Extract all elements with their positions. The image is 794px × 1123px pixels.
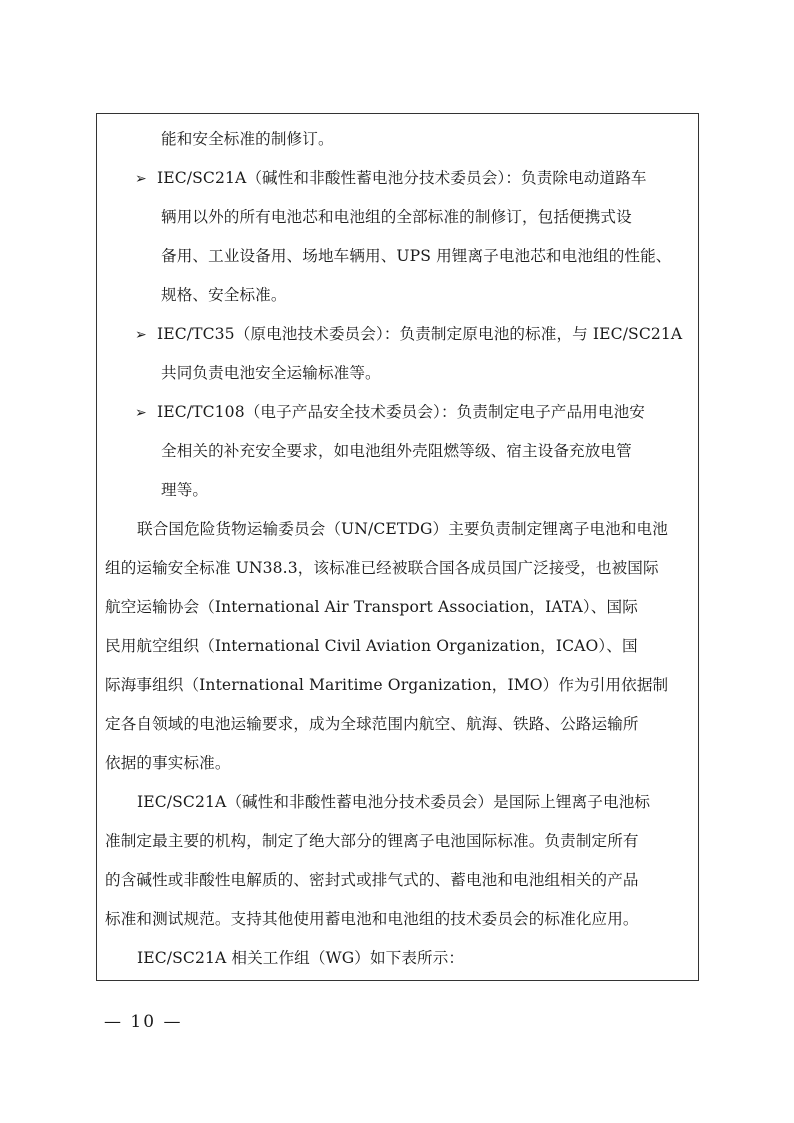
content-frame (96, 113, 699, 981)
paragraph-first-line: 联合国危险货物运输委员会（UN/CETDG）主要负责制定锂离子电池和电池 (137, 520, 668, 538)
text-line: 的含碱性或非酸性电解质的、密封式或排气式的、蓄电池和电池组相关的产品 (105, 871, 639, 889)
bullet-text: IEC/SC21A（碱性和非酸性蓄电池分技术委员会）：负责除电动道路车 (157, 169, 647, 187)
text-line: 航空运输协会（International Air Transport Association，IATA）、国际 (105, 598, 638, 616)
text-line: 全相关的补充安全要求，如电池组外壳阻燃等级、宿主设备充放电管 (161, 442, 632, 460)
text-line: 民用航空组织（International Civil Aviation Organization，ICAO）、国 (105, 637, 638, 655)
bullet-item (105, 159, 693, 198)
bullet-item (105, 393, 693, 432)
arrow-bullet-icon: ➢ (135, 405, 147, 421)
text-line: 依据的事实标准。 (105, 754, 231, 772)
text-line: 备用、工业设备用、场地车辆用、UPS 用锂离子电池芯和电池组的性能、 (161, 247, 672, 265)
paragraph-first-line: IEC/SC21A（碱性和非酸性蓄电池分技术委员会）是国际上锂离子电池标 (137, 793, 651, 811)
text-line: 标准和测试规范。支持其他使用蓄电池和电池组的技术委员会的标准化应用。 (105, 910, 639, 928)
text-line: 准制定最主要的机构，制定了绝大部分的锂离子电池国际标准。负责制定所有 (105, 832, 639, 850)
text-line: 辆用以外的所有电池芯和电池组的全部标准的制修订，包括便携式设 (161, 208, 632, 226)
document-body (105, 120, 693, 978)
text-line: 共同负责电池安全运输标准等。 (161, 364, 381, 382)
page-number: — 10 — (104, 1012, 183, 1032)
text-line: 际海事组织（International Maritime Organization，IMO）作为引用依据制 (105, 676, 669, 694)
bullet-text: IEC/TC108（电子产品安全技术委员会）：负责制定电子产品用电池安 (157, 403, 645, 421)
bullet-item (105, 315, 693, 354)
text-line: 能和安全标准的制修订。 (161, 130, 334, 148)
arrow-bullet-icon: ➢ (135, 171, 147, 187)
text-line: 规格、安全标准。 (161, 286, 287, 304)
text-line: 定各自领域的电池运输要求，成为全球范围内航空、航海、铁路、公路运输所 (105, 715, 639, 733)
text-line: 组的运输安全标准 UN38.3，该标准已经被联合国各成员国广泛接受，也被国际 (105, 559, 659, 577)
bullet-text: IEC/TC35（原电池技术委员会）：负责制定原电池的标准，与 IEC/SC21A (157, 325, 683, 343)
arrow-bullet-icon: ➢ (135, 327, 147, 343)
paragraph-first-line: IEC/SC21A 相关工作组（WG）如下表所示： (137, 949, 465, 967)
text-line: 理等。 (161, 481, 209, 499)
